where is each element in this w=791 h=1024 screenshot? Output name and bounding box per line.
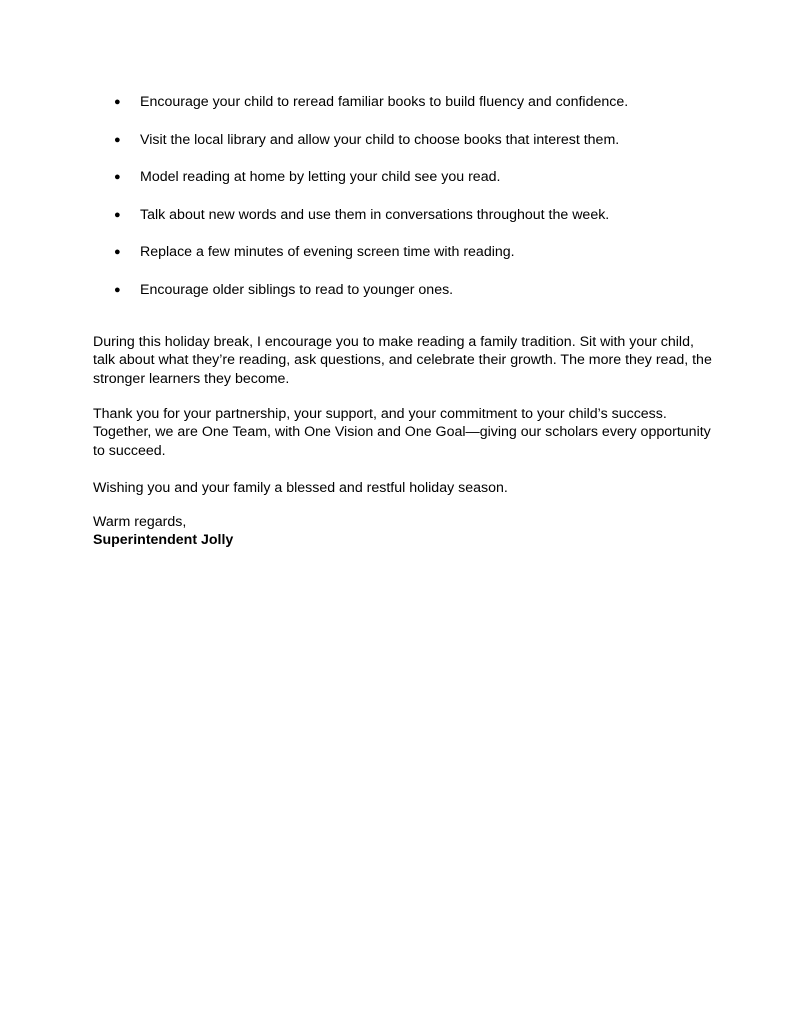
paragraph-thank-you: Thank you for your partnership, your support, and your commitment to your child’s success. Together, we are One Team, with One Vision and One Goal—giving our scholars every opportunity to succeed.	[93, 406, 711, 459]
salutation: Warm regards,	[93, 514, 187, 530]
list-item-text: Replace a few minutes of evening screen time with reading.	[140, 244, 515, 261]
paragraph-reading-tradition: During this holiday break, I encourage you to make reading a family tradition. Sit with your child, talk about what they’re reading, ask questions, and celebrate their growth. The more they read, the stronger learners they become.	[93, 334, 712, 387]
letter-closing	[93, 513, 233, 550]
tips-list	[0, 92, 791, 318]
bullet-icon: ●	[114, 133, 121, 146]
list-item	[0, 130, 791, 168]
list-item-text: Encourage your child to reread familiar books to build fluency and confidence.	[140, 94, 629, 110]
signature: Superintendent Jolly	[93, 532, 234, 549]
list-item	[0, 92, 791, 130]
list-item-text: Encourage older siblings to read to younger ones.	[140, 281, 454, 298]
bullet-icon: ●	[114, 283, 121, 296]
list-item	[0, 280, 791, 318]
list-item-text: Visit the local library and allow your child to choose books that interest them.	[140, 131, 620, 148]
bullet-icon: ●	[114, 96, 121, 108]
bullet-icon: ●	[114, 171, 121, 184]
list-item-text: Talk about new words and use them in conversations throughout the week.	[140, 206, 610, 223]
paragraph-holiday-wishes: Wishing you and your family a blessed and restful holiday season.	[93, 480, 508, 496]
list-item	[0, 242, 791, 280]
list-item-text: Model reading at home by letting your child see you read.	[140, 169, 501, 186]
list-item	[0, 205, 791, 243]
bullet-icon: ●	[114, 208, 121, 221]
list-item	[0, 167, 791, 205]
bullet-icon: ●	[114, 246, 121, 259]
